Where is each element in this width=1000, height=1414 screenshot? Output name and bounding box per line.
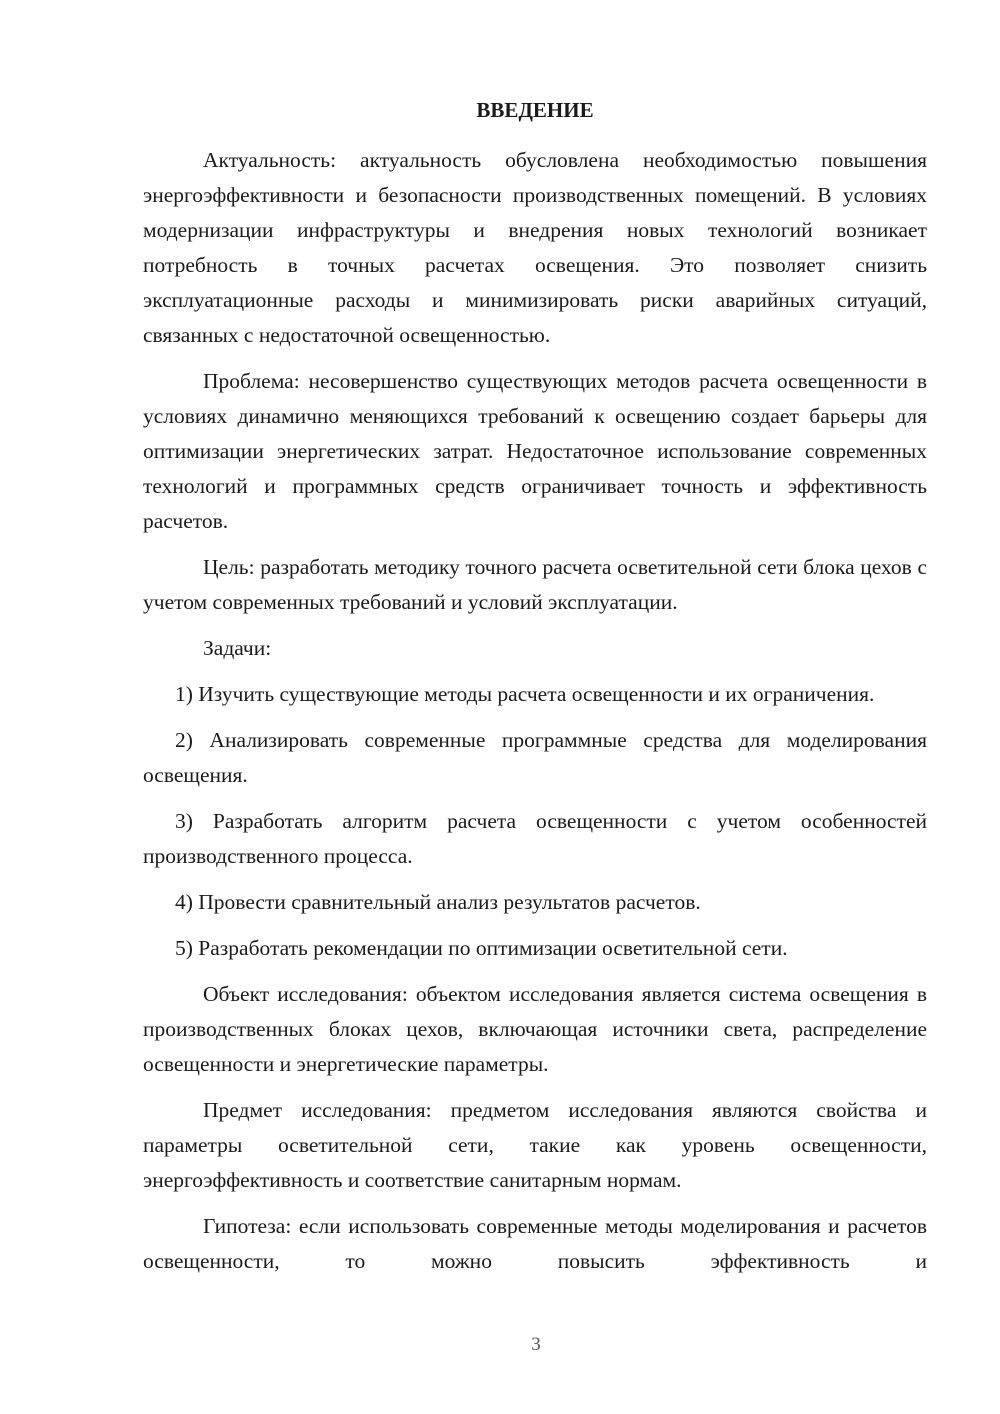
task-item-5: 5) Разработать рекомендации по оптимизации осветительной сети.	[175, 936, 788, 960]
hypothesis-paragraph: Гипотеза: если использовать современные методы моделирования и расчетов освещенности, то можно повысить эффективность и	[143, 1214, 927, 1273]
page-heading: ВВЕДЕНИЕ	[476, 98, 594, 122]
goal-paragraph: Цель: разработать методику точного расчета осветительной сети блока цехов с учетом современных требований и условий эксплуатации.	[143, 555, 927, 614]
problem-paragraph: Проблема: несовершенство существующих методов расчета освещенности в условиях динамично меняющихся требований к освещению создает барьеры для оптимизации энергетических затрат. Недостаточное использование современных технологий и программных средств ограничивает точность и эффективность расчетов.	[143, 369, 927, 533]
relevance-paragraph: Актуальность: актуальность обусловлена необходимостью повышения энергоэффективности и безопасности производственных помещений. В условиях модернизации инфраструктуры и внедрения новых технологий возникает потребность в точных расчетах освещения. Это позволяет снизить эксплуатационные расходы и минимизировать риски аварийных ситуаций, связанных с недостаточной освещенностью.	[143, 148, 927, 347]
task-item-4: 4) Провести сравнительный анализ результатов расчетов.	[175, 890, 701, 914]
task-item-1: 1) Изучить существующие методы расчета освещенности и их ограничения.	[175, 682, 875, 706]
subject-paragraph: Предмет исследования: предметом исследования являются свойства и параметры осветительной сети, такие как уровень освещенности, энергоэффективность и соответствие санитарным нормам.	[143, 1098, 927, 1192]
object-paragraph: Объект исследования: объектом исследования является система освещения в производственных блоках цехов, включающая источники света, распределение освещенности и энергетические параметры.	[143, 982, 927, 1076]
page-number: 3	[531, 1334, 541, 1355]
task-item-3: 3) Разработать алгоритм расчета освещенности с учетом особенностей производственного процесса.	[143, 809, 927, 868]
page-content	[143, 95, 927, 1290]
task-item-2: 2) Анализировать современные программные средства для моделирования освещения.	[143, 728, 927, 787]
tasks-label: Задачи:	[203, 636, 272, 660]
